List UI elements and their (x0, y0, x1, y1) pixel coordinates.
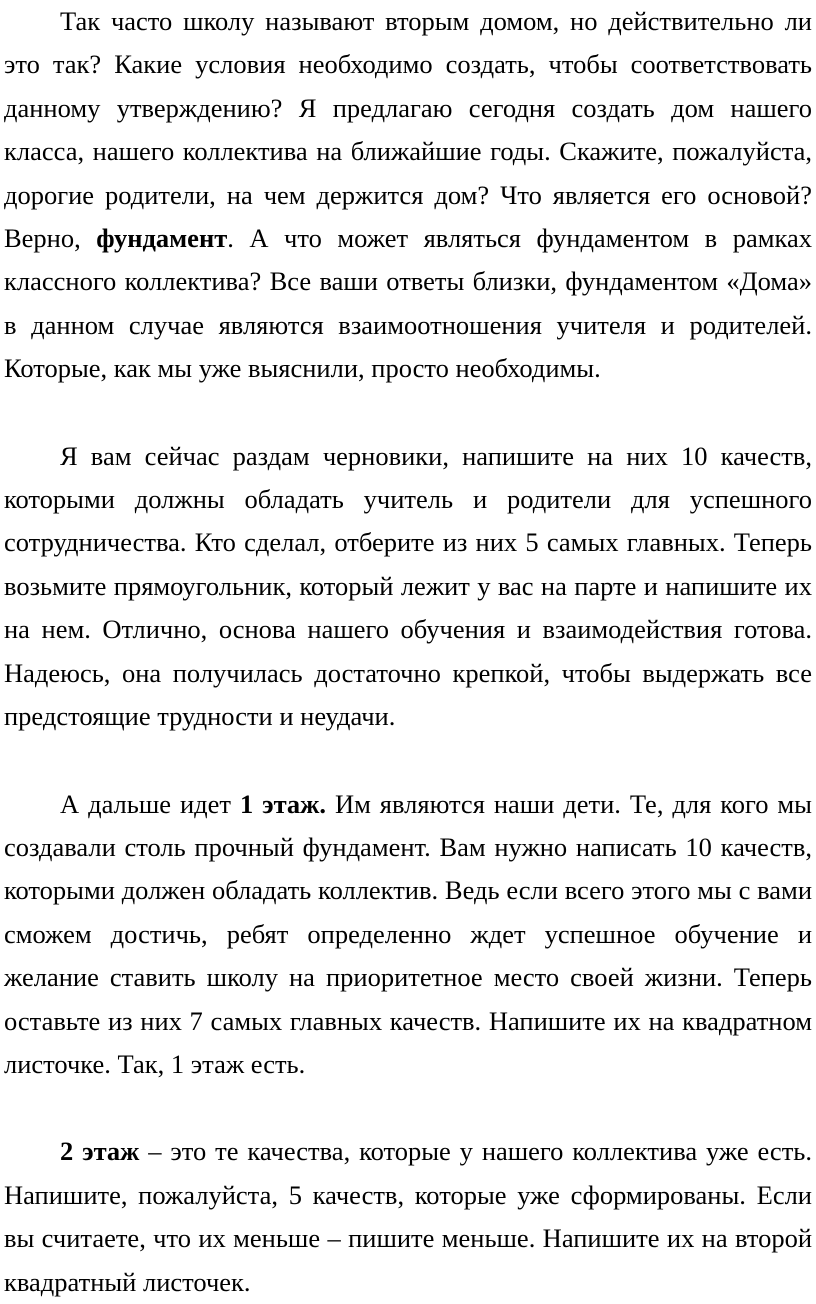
paragraph-4-bold-term: 2 этаж (60, 1136, 140, 1167)
document-page (4, 0, 812, 1304)
paragraph-2 (4, 435, 812, 739)
paragraph-3-text-b: Им являются наши дети. Те, для кого мы создавали столь прочный фундамент. Вам нужно написать 10 качеств, которыми должен обладать коллектив. Ведь если всего этого мы с вами сможем достичь, ребят определенно ждет успешное обучение и желание ставить школу на приоритетное место своей жизни. Теперь оставьте из них 7 самых главных качеств. Напишите их на квадратном листочке. Так, 1 этаж есть. (4, 788, 812, 1079)
paragraph-3-bold-term: 1 этаж. (239, 788, 327, 819)
paragraph-1-text-a: Так часто школу называют вторым домом, но действительно ли это так? Какие условия необходимо создать, чтобы соответствовать данному утверждению? Я предлагаю сегодня создать дом нашего класса, нашего коллектива на ближайшие годы. Скажите, пожалуйста, дорогие родители, на чем держится дом? Что является его основой? Верно, (4, 6, 812, 254)
paragraph-2-text: Я вам сейчас раздам черновики, напишите на них 10 качеств, которыми должны обладать учитель и родители для успешного сотрудничества. Кто сделал, отберите из них 5 самых главных. Теперь возьмите прямоугольник, который лежит у вас на парте и напишите их на нем. Отлично, основа нашего обучения и взаимодействия готова. Надеюсь, она получилась достаточно крепкой, чтобы выдержать все предстоящие трудности и неудачи. (4, 440, 812, 732)
paragraph-1-bold-term: фундамент (96, 223, 228, 254)
paragraph-3 (4, 783, 812, 1087)
paragraph-4-text: – это те качества, которые у нашего коллектива уже есть. Напишите, пожалуйста, 5 качеств, которые уже сформированы. Если вы считаете, что их меньше – пишите меньше. Напишите их на второй квадратный листочек. (4, 1136, 812, 1297)
paragraph-4 (4, 1130, 812, 1304)
paragraph-1-text-b: . А что может являться фундаментом в рамках классного коллектива? Все ваши ответы близки, фундаментом «Дома» в данном случае являются взаимоотношения учителя и родителей. Которые, как мы уже выяснили, просто необходимы. (4, 223, 812, 384)
paragraph-3-text-a: А дальше идет (60, 788, 240, 819)
paragraph-1 (4, 0, 812, 391)
